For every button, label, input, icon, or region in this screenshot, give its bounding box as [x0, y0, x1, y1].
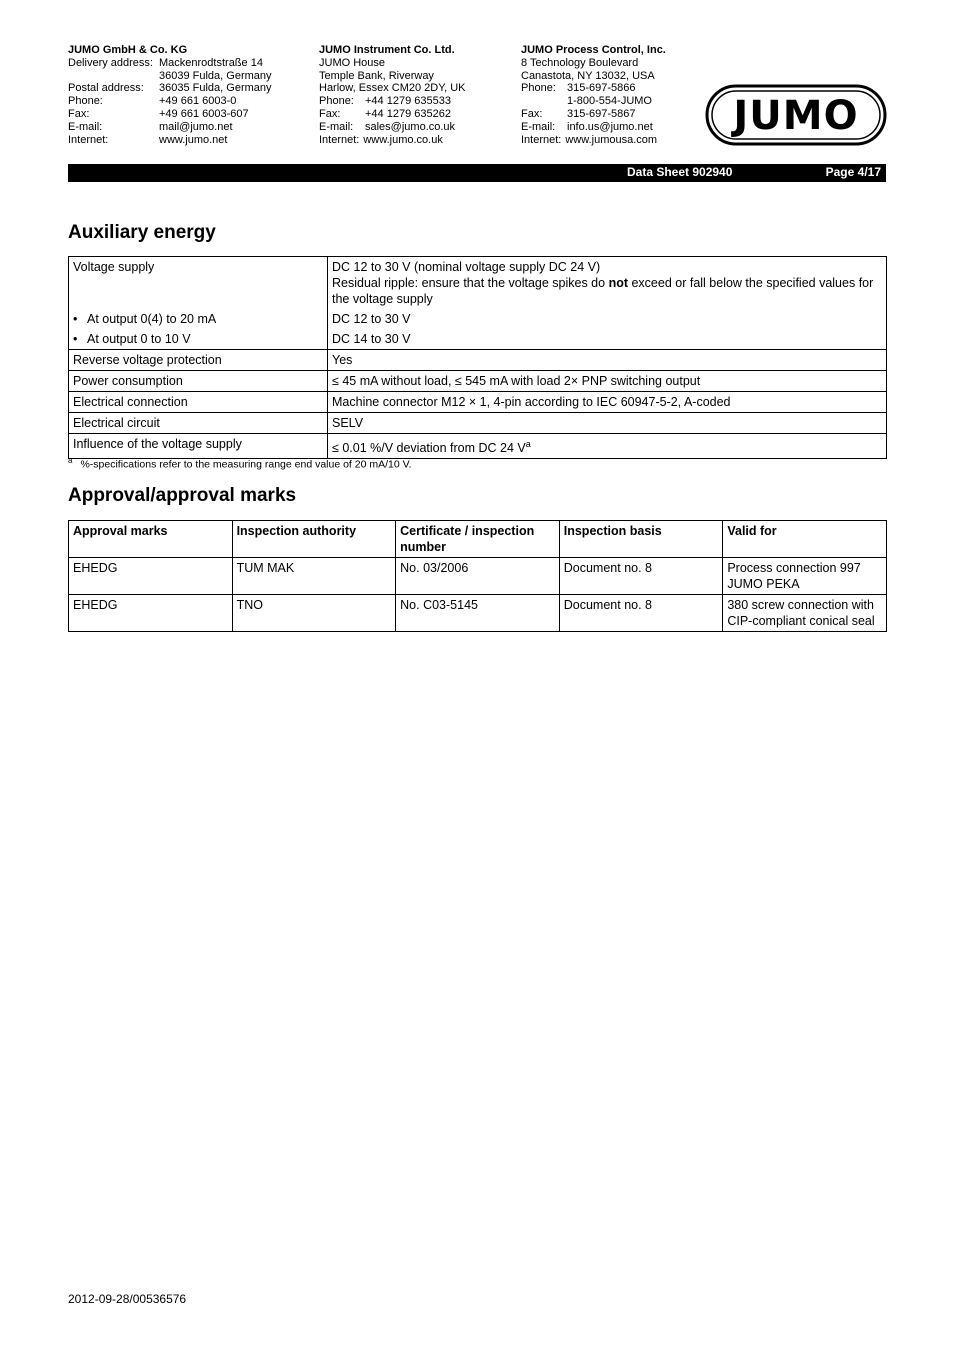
address-label: Delivery address: — [68, 56, 153, 69]
address-value: 1-800-554-JUMO — [567, 95, 652, 108]
approval-marks-table — [68, 520, 887, 632]
website-link[interactable]: www.jumo.net — [159, 133, 228, 146]
table-cell: 380 screw connection with CIP-compliant conical seal — [723, 595, 887, 632]
table-row — [69, 329, 887, 350]
column-header: Certificate / inspection number — [396, 521, 560, 558]
table-cell-value — [328, 434, 887, 459]
address-line: Harlow, Essex CM20 2DY, UK — [319, 82, 466, 95]
table-header-row — [69, 521, 887, 558]
page-number: Page 4/17 — [825, 165, 881, 179]
address-line: 8 Technology Boulevard — [521, 56, 639, 69]
table-cell: Process connection 997 JUMO PEKA — [723, 558, 887, 595]
address-label: E-mail: — [319, 120, 354, 133]
address-label: Fax: — [521, 107, 543, 120]
table-cell: Document no. 8 — [559, 558, 723, 595]
text-fragment: ≤ 0.01 %/V deviation from DC 24 V — [332, 441, 526, 456]
table-cell-value: ≤ 45 mA without load, ≤ 545 mA with load 2× PNP switching output — [328, 371, 887, 392]
table-row — [69, 434, 887, 459]
address-value: +49 661 6003-0 — [159, 95, 237, 108]
document-date-code: 2012-09-28/00536576 — [68, 1292, 187, 1306]
logo-text: JUMO — [733, 93, 859, 139]
address-label: Internet: — [521, 133, 562, 146]
table-cell-label: Reverse voltage protection — [69, 350, 328, 371]
address-value: +44 1279 635533 — [365, 95, 451, 108]
table-row — [69, 309, 887, 329]
table-cell-value: Machine connector M12 × 1, 4-pin according to IEC 60947-5-2, A-coded — [328, 392, 887, 413]
jumo-logo — [705, 84, 887, 146]
table-cell-label: • At output 0(4) to 20 mA — [69, 309, 328, 329]
company-name: JUMO GmbH & Co. KG — [68, 44, 188, 56]
address-value: 36035 Fulda, Germany — [159, 82, 272, 95]
address-value: 315-697-5867 — [567, 107, 636, 120]
address-label: Fax: — [68, 107, 90, 120]
address-label: E-mail: — [521, 120, 556, 133]
table-row — [69, 350, 887, 371]
address-label: Phone: — [68, 95, 103, 108]
table-row — [69, 558, 887, 595]
website-link[interactable]: www.jumousa.com — [565, 133, 658, 146]
column-header: Approval marks — [69, 521, 233, 558]
address-line: JUMO House — [319, 56, 386, 69]
table-cell: No. 03/2006 — [396, 558, 560, 595]
table-cell: Document no. 8 — [559, 595, 723, 632]
footnote-mark: a — [68, 456, 73, 465]
auxiliary-energy-table — [68, 256, 887, 459]
email-link[interactable]: mail@jumo.net — [159, 120, 233, 133]
datasheet-bar — [68, 164, 886, 182]
address-label: Phone: — [319, 95, 354, 108]
address-uk — [319, 44, 466, 146]
text-fragment: Residual ripple: ensure that the voltage spikes do — [332, 276, 609, 290]
address-label — [521, 95, 567, 108]
address-label: Postal address: — [68, 82, 144, 95]
column-header: Valid for — [723, 521, 887, 558]
company-name: JUMO Process Control, Inc. — [521, 44, 666, 56]
address-label: E-mail: — [68, 120, 103, 133]
company-name: JUMO Instrument Co. Ltd. — [319, 44, 455, 56]
address-label — [68, 70, 159, 83]
table-cell-label: Electrical circuit — [69, 413, 328, 434]
address-label: Phone: — [521, 82, 556, 95]
table-cell-value: SELV — [328, 413, 887, 434]
table-cell-value: DC 12 to 30 V — [328, 309, 887, 329]
footnote-ref[interactable]: a — [525, 439, 531, 449]
address-line: Canastota, NY 13032, USA — [521, 69, 655, 82]
address-value: 315-697-5866 — [567, 82, 636, 95]
address-value: +44 1279 635262 — [365, 107, 451, 120]
table-cell-label: Electrical connection — [69, 392, 328, 413]
table-cell: TUM MAK — [232, 558, 396, 595]
table-cell: EHEDG — [69, 558, 233, 595]
address-line: Temple Bank, Riverway — [319, 69, 434, 82]
address-label: Fax: — [319, 107, 341, 120]
email-link[interactable]: info.us@jumo.net — [567, 120, 653, 133]
column-header: Inspection basis — [559, 521, 723, 558]
footnote — [68, 456, 412, 471]
website-link[interactable]: www.jumo.co.uk — [363, 133, 443, 146]
table-cell-label: Power consumption — [69, 371, 328, 392]
table-row — [69, 371, 887, 392]
address-label: Internet: — [68, 133, 109, 146]
table-cell: TNO — [232, 595, 396, 632]
voltage-supply-line2 — [332, 275, 882, 307]
datasheet-number: Data Sheet 902940 — [627, 165, 733, 179]
table-cell-value: DC 14 to 30 V — [328, 329, 887, 350]
table-cell-label: Influence of the voltage supply — [69, 434, 328, 459]
table-cell-value: Yes — [328, 350, 887, 371]
table-cell: No. C03-5145 — [396, 595, 560, 632]
address-value: Mackenrodtstraße 14 — [159, 56, 263, 69]
table-cell-label: Voltage supply — [69, 257, 328, 310]
address-value: 36039 Fulda, Germany — [159, 69, 272, 82]
table-cell-value — [328, 257, 887, 310]
table-row — [69, 413, 887, 434]
email-link[interactable]: sales@jumo.co.uk — [365, 120, 456, 133]
footnote-text: %-specifications refer to the measuring range end value of 20 mA/10 V. — [80, 458, 412, 471]
table-row — [69, 257, 887, 310]
table-row — [69, 392, 887, 413]
table-cell-label: • At output 0 to 10 V — [69, 329, 328, 350]
table-row — [69, 595, 887, 632]
voltage-supply-line1: DC 12 to 30 V (nominal voltage supply DC 24 V) — [332, 260, 601, 274]
address-usa — [521, 44, 666, 146]
section-title-approval-marks: Approval/approval marks — [68, 485, 297, 506]
column-header: Inspection authority — [232, 521, 396, 558]
address-value: +49 661 6003-607 — [159, 107, 249, 120]
address-label: Internet: — [319, 133, 360, 146]
table-cell: EHEDG — [69, 595, 233, 632]
text-emphasis: not — [608, 276, 628, 290]
text-fragment: exceed or fall below the specified values for the voltage supply — [332, 276, 874, 306]
section-title-auxiliary-energy: Auxiliary energy — [68, 222, 216, 243]
address-germany — [68, 44, 272, 146]
